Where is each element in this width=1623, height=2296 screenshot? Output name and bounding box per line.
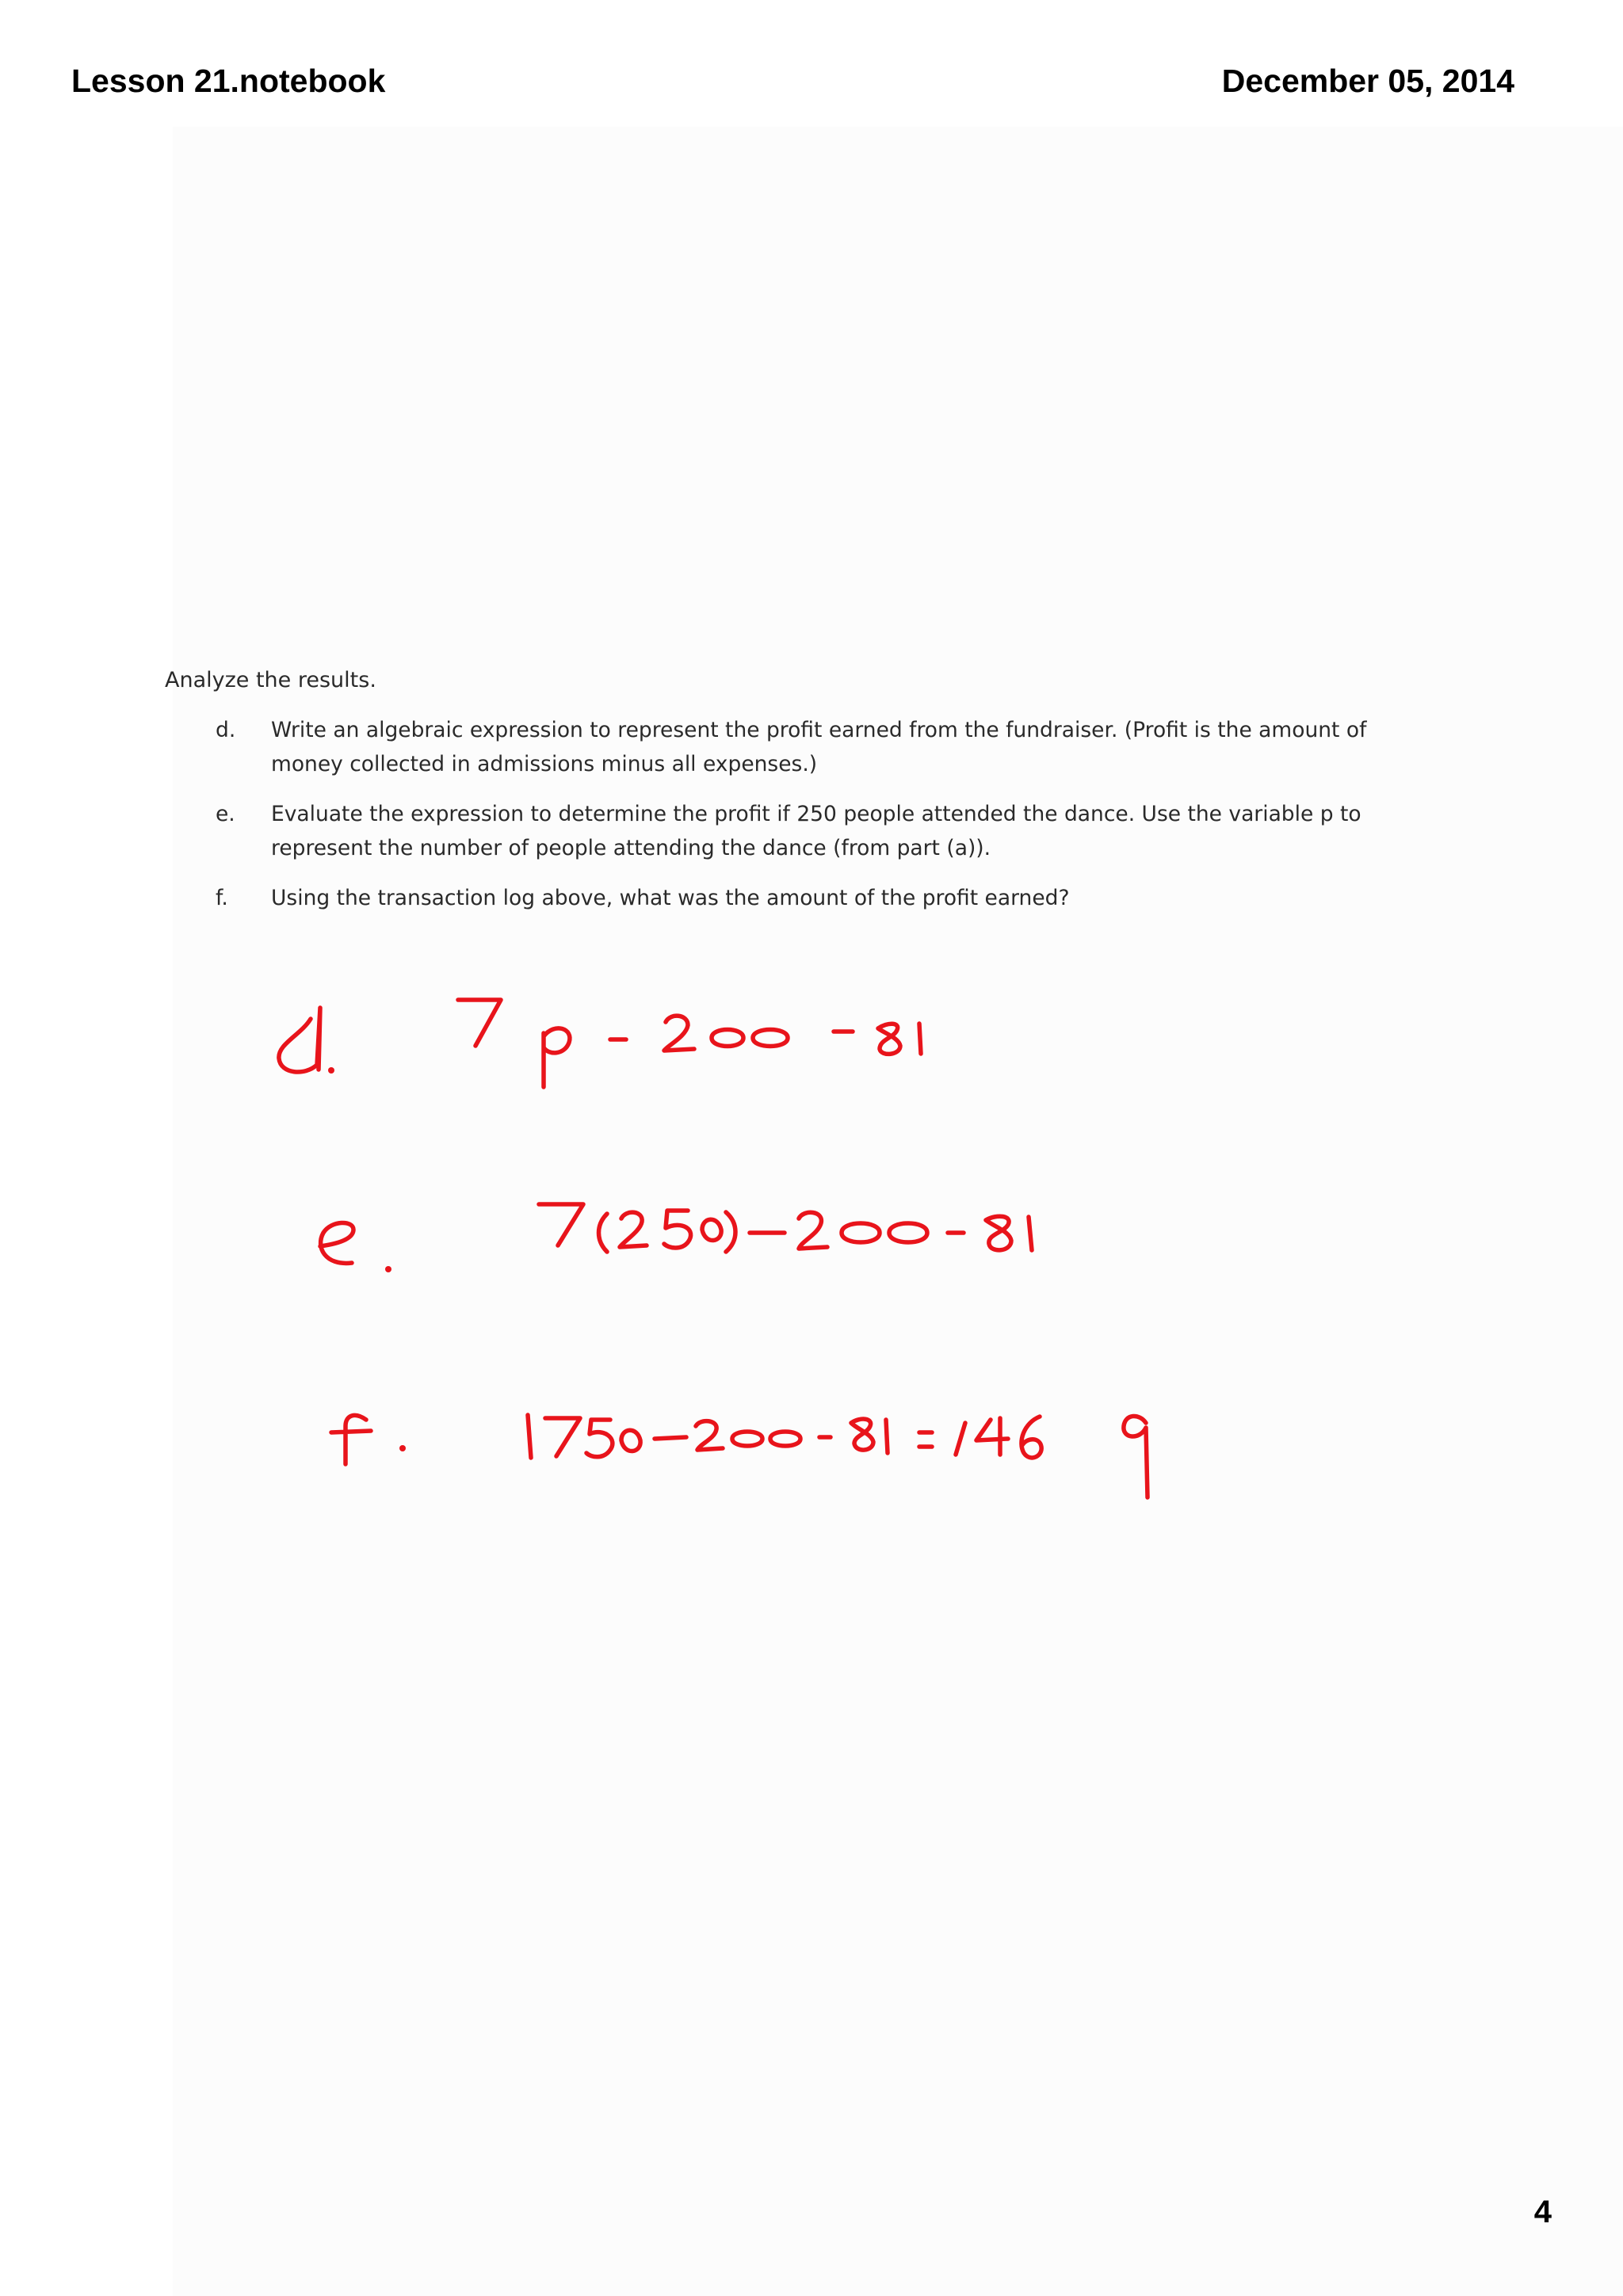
question-text: Write an algebraic expression to represent the profit earned from the fundraiser. (Profit is the amount of money collected in admissions minus all expenses.): [271, 718, 1367, 776]
answer-f-ink: [331, 1415, 1148, 1497]
notebook-title: Lesson 21.notebook: [71, 63, 386, 99]
question-letter: f.: [216, 886, 228, 910]
page-number: 4: [1533, 2195, 1552, 2229]
answer-d-ink: [279, 1000, 921, 1087]
question-letter: e.: [216, 802, 235, 826]
page-date: December 05, 2014: [1221, 63, 1514, 99]
question-text: Evaluate the expression to determine the profit if 250 people attended the dance. Use the variable p to represent the number of people attending the dance (from part (a)).: [271, 802, 1361, 860]
question-text: Using the transaction log above, what was the amount of the profit earned?: [271, 886, 1070, 910]
question-letter: d.: [216, 718, 236, 742]
worksheet-intro: Analyze the results.: [165, 668, 376, 692]
answer-e-ink: [320, 1204, 1032, 1272]
